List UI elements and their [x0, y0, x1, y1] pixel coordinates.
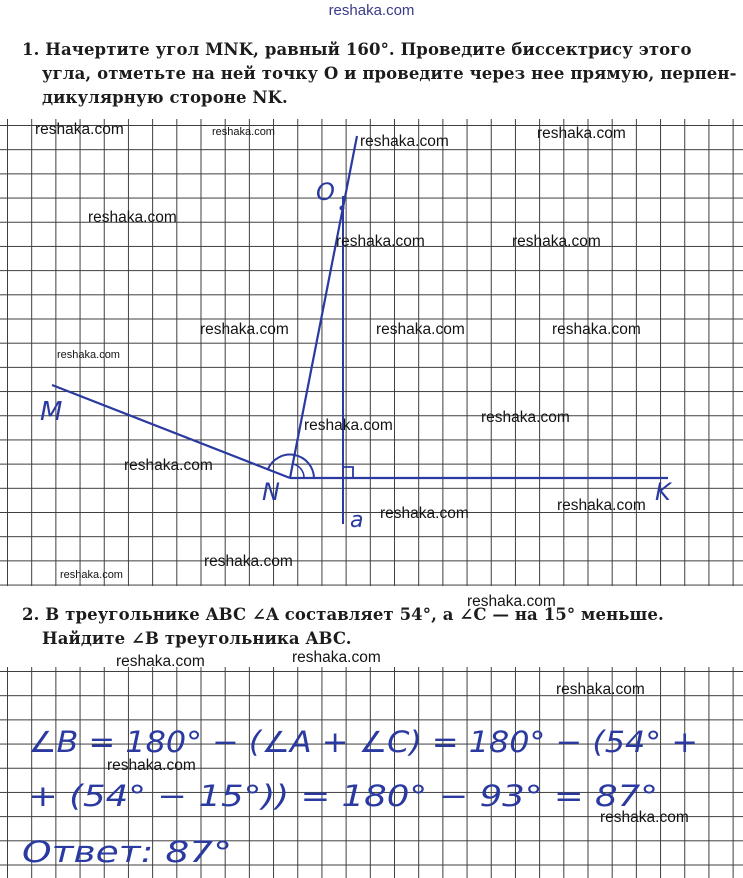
- problem-2-statement: [22, 603, 737, 651]
- watermark: reshaka.com: [35, 121, 124, 138]
- watermark: reshaka.com: [600, 809, 689, 826]
- watermark: reshaka.com: [124, 457, 213, 474]
- solution-line-1: ∠B = 180° − (∠A + ∠C) = 180° − (54° +: [28, 725, 698, 759]
- watermark: reshaka.com: [107, 757, 196, 774]
- watermark: reshaka.com: [556, 681, 645, 698]
- watermark: reshaka.com: [200, 321, 289, 338]
- watermark: reshaka.com: [512, 233, 601, 250]
- label-k: K: [655, 478, 671, 506]
- watermark: reshaka.com: [481, 409, 570, 426]
- watermark: reshaka.com: [467, 593, 556, 610]
- watermark: reshaka.com: [204, 553, 293, 570]
- watermark: reshaka.com: [88, 209, 177, 226]
- point-o: [340, 206, 345, 211]
- watermark: reshaka.com: [552, 321, 641, 338]
- watermark: reshaka.com: [60, 569, 123, 581]
- problem-1-number: 1.: [22, 40, 40, 59]
- watermark: reshaka.com: [360, 133, 449, 150]
- problem-2-number: 2.: [22, 605, 40, 624]
- watermark: reshaka.com: [380, 505, 469, 522]
- watermark: reshaka.com: [304, 417, 393, 434]
- watermark: reshaka.com: [336, 233, 425, 250]
- watermark: reshaka.com: [212, 126, 275, 138]
- problem-2-text-1: В треугольнике ABC ∠A составляет 54°, а ∠C — на 15° меньше.: [45, 605, 664, 624]
- answer-line: Ответ: 87°: [22, 835, 232, 869]
- right-angle-mark: [343, 467, 353, 478]
- label-n: N: [262, 478, 280, 506]
- angle-arc-inner: [293, 464, 304, 478]
- solution-line-2: + (54° − 15°)) = 180° − 93° = 87°: [28, 779, 658, 813]
- watermark: reshaka.com: [537, 125, 626, 142]
- label-a: a: [350, 508, 364, 533]
- problem-1-text-1: Начертите угол MNK, равный 160°. Проведите биссектрису этого: [45, 40, 692, 59]
- site-watermark-top: reshaka.com: [328, 2, 415, 19]
- problem-2-line-1: [22, 603, 737, 627]
- problem-1-line-3: дикулярную стороне NK.: [42, 88, 288, 107]
- watermark: reshaka.com: [292, 649, 381, 666]
- label-o: O: [316, 178, 335, 206]
- problem-2-line-2: Найдите ∠B треугольника ABC.: [42, 629, 352, 648]
- label-m: M: [40, 397, 63, 427]
- problem-1-line-2: угла, отметьте на ней точку O и проведите через нее прямую, перпен-: [42, 64, 737, 83]
- watermark: reshaka.com: [57, 349, 120, 361]
- watermark: reshaka.com: [116, 653, 205, 670]
- watermark: reshaka.com: [557, 497, 646, 514]
- watermark: reshaka.com: [376, 321, 465, 338]
